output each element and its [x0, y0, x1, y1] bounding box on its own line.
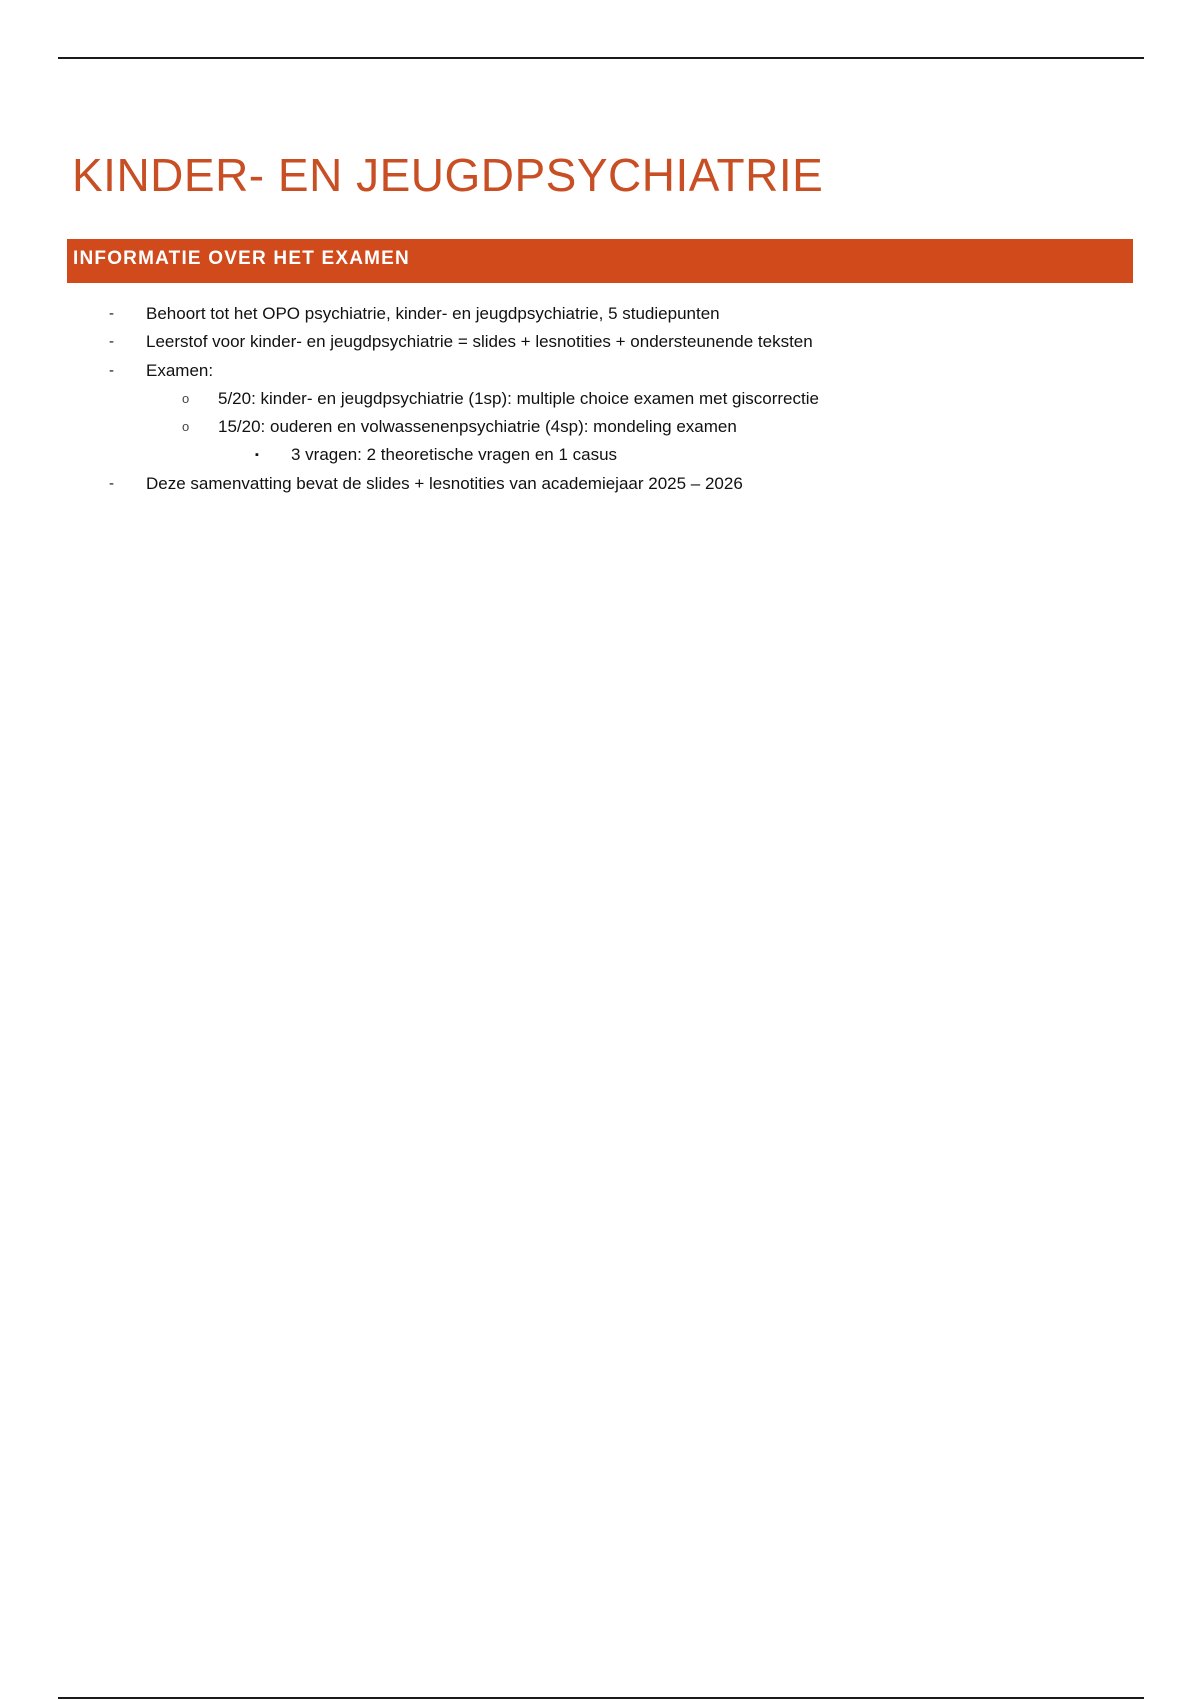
- list-item: [0, 441, 1200, 469]
- list-item: [0, 413, 1200, 441]
- header-rule: [58, 57, 1144, 59]
- footer-rule: [58, 1697, 1144, 1699]
- list-item-text: Examen:: [146, 360, 214, 380]
- dash-bullet-icon: -: [109, 361, 114, 379]
- list-item: [0, 385, 1200, 413]
- section-heading: INFORMATIE OVER HET EXAMEN: [73, 248, 410, 269]
- exam-info-list: [0, 300, 1200, 498]
- list-item: [0, 357, 1200, 385]
- dash-bullet-icon: -: [109, 474, 114, 492]
- dash-bullet-icon: -: [109, 333, 114, 351]
- list-item-text: Deze samenvatting bevat de slides + lesnotities van academiejaar 2025 – 2026: [146, 473, 743, 493]
- circle-bullet-icon: o: [182, 390, 190, 406]
- list-item-text: 15/20: ouderen en volwassenenpsychiatrie (4sp): mondeling examen: [218, 417, 737, 437]
- section-heading-bar: [67, 239, 1133, 283]
- dash-bullet-icon: -: [109, 305, 114, 322]
- list-item-text: 5/20: kinder- en jeugdpsychiatrie (1sp): multiple choice examen met giscorrectie: [218, 388, 819, 408]
- list-item-text: 3 vragen: 2 theoretische vragen en 1 casus: [291, 445, 618, 465]
- square-bullet-icon: ▪: [255, 449, 259, 462]
- document-title: KINDER- EN JEUGDPSYCHIATRIE: [72, 149, 824, 201]
- list-item: [0, 328, 1200, 356]
- list-item: [0, 470, 1200, 498]
- list-item: [0, 300, 1200, 328]
- circle-bullet-icon: o: [182, 419, 190, 435]
- list-item-text: Behoort tot het OPO psychiatrie, kinder- en jeugdpsychiatrie, 5 studiepunten: [146, 304, 720, 323]
- list-item-text: Leerstof voor kinder- en jeugdpsychiatrie = slides + lesnotities + ondersteunende teksten: [146, 332, 813, 352]
